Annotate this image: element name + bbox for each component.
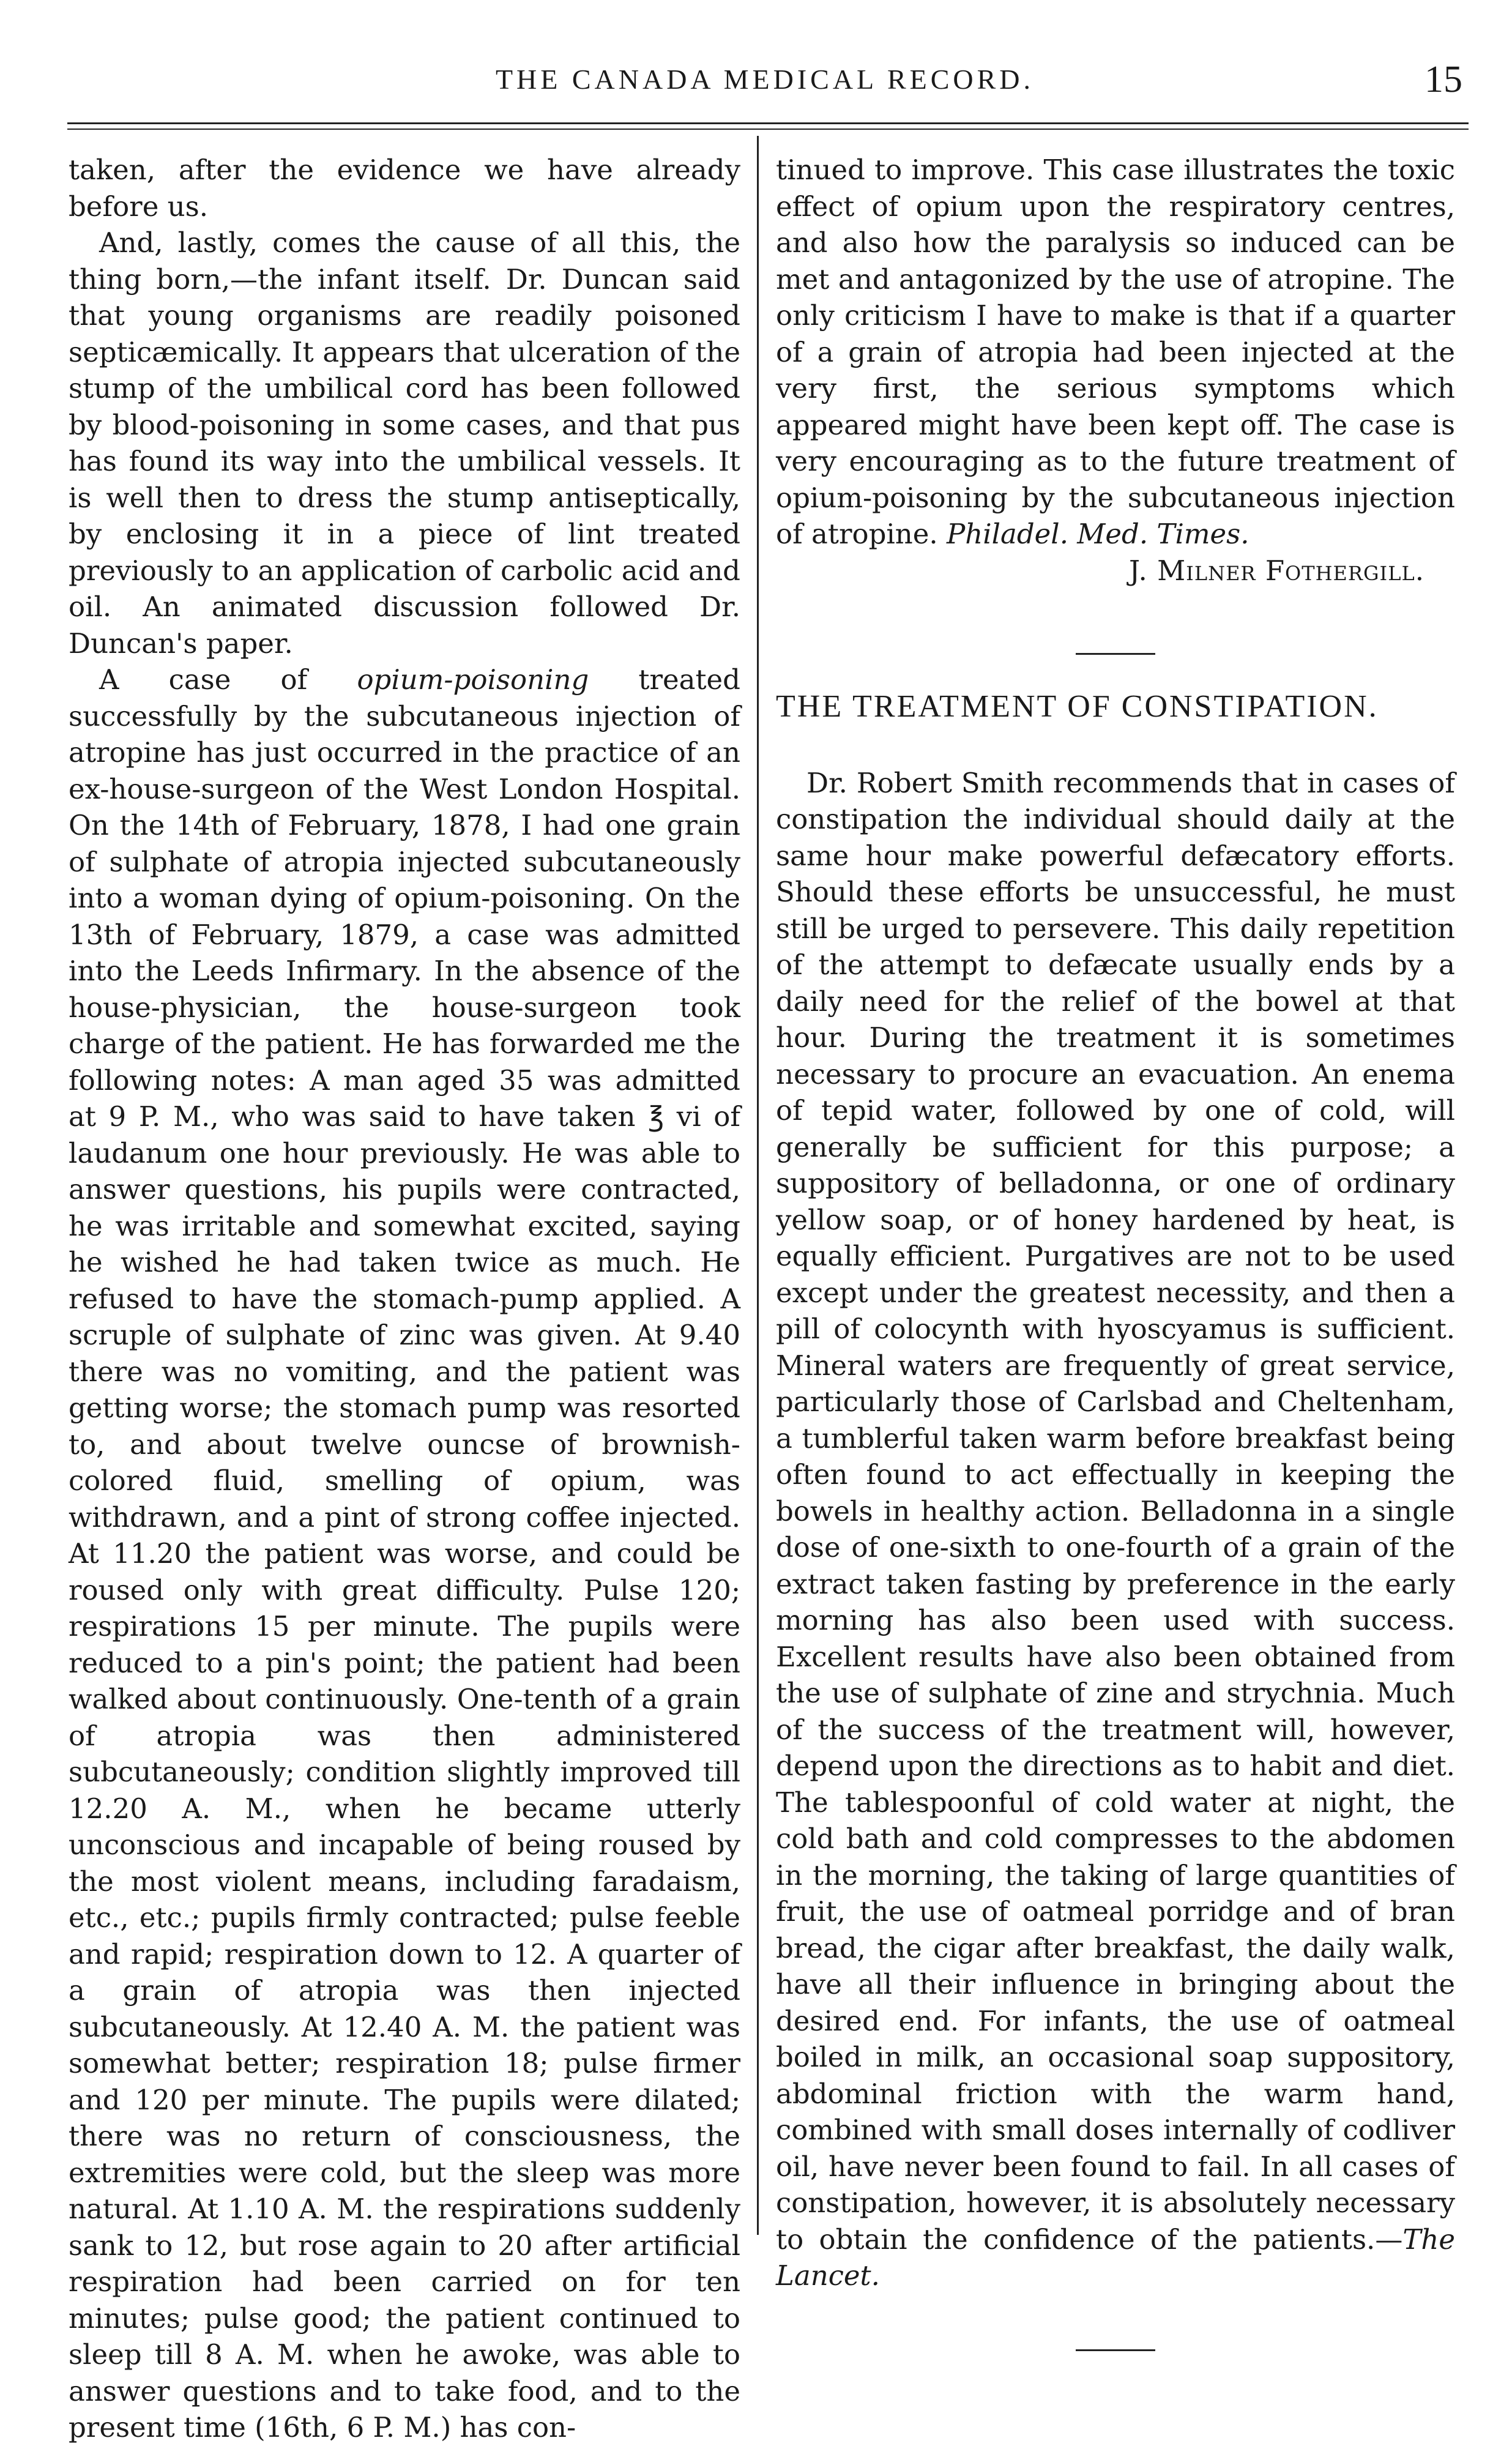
citation: Philadel. Med. Times. bbox=[947, 518, 1249, 550]
paragraph-infant: And, lastly, comes the cause of all this, the thing born,—the infant itself. Dr. Duncan said that young organisms are readily poisoned septicæmically. It appears that ulceration of the stump of the umbilical cord has been followed by blood-poisoning in some cases, and that pus has found its way into the umbilical vessels. It is well then to dress the stump antiseptically, by enclosing it in a piece of lint treated previously to an application of carbolic acid and oil. An animated discussion followed Dr. Duncan's paper. bbox=[69, 226, 740, 660]
spacer bbox=[776, 655, 1455, 688]
header-rule-thin bbox=[67, 129, 1469, 130]
paragraph-constipation bbox=[776, 765, 1455, 2294]
running-title: THE CANADA MEDICAL RECORD. bbox=[495, 64, 1035, 95]
constipation-text: Dr. Robert Smith recommends that in cases of constipation the individual should daily at the same hour make powerful defæcatory efforts. Should these efforts be unsuccessful, he must still be urged to persevere. This daily repetition of the attempt to defæcate usually ends by a daily need for the relief of the bowel at that hour. During the treatment it is sometimes necessary to procure an evacuation. An enema of tepid water, followed by one of cold, will generally be sufficient for this purpose; a suppository of belladonna, or one of ordinary yellow soap, or of honey hardened by heat, is equally efficient. Purgatives are not to be used except under the greatest necessity, and then a pill of colocynth with hyoscyamus is sufficient. Mineral waters are frequently of great service, particularly those of Carlsbad and Cheltenham, a tumblerful taken warm before breakfast being often found to act effectually in keeping the bowels in healthy action. Belladonna in a single dose of one-sixth to one-fourth of a grain of the extract taken fasting by preference in the early morning has also been used with success. Excellent results have also been obtained from the use of sulphate of zine and strychnia. Much of the success of the treatment will, however, depend upon the directions as to habit and diet. The tablespoonful of cold water at night, the cold bath and cold compresses to the abdomen in the morning, the taking of large quantities of fruit, the use of oatmeal porridge and of bran bread, the cigar after breakfast, the daily walk, have all their influence in bringing about the desired end. For infants, the use of oatmeal boiled in milk, an occasional soap suppository, abdominal friction with the warm hand, combined with small doses internally of codliver oil, have never been found to fail. In all cases of constipation, however, it is absolutely necessary to obtain the confidence of the patients.— bbox=[776, 766, 1455, 2256]
spacer bbox=[776, 2294, 1455, 2349]
continuation-text: tinued to improve. This case illustrates the toxic effect of opium upon the respiratory centres, and also how the paralysis so induced can be met and antagonized by the use of atropine. The only criticism I have to make is that if a quarter of a grain of atropia had been injected at the very first, the serious symptoms which appeared might have been kept off. The case is very encouraging as to the future treatment of opium-poisoning by the subcutaneous injection of atropine. bbox=[776, 154, 1455, 550]
running-head bbox=[67, 58, 1462, 101]
paragraph-continuation: taken, after the evidence we have already before us. bbox=[69, 154, 740, 223]
source-citation: The Lancet. bbox=[776, 2223, 1455, 2292]
spacer bbox=[776, 589, 1455, 653]
page-number: 15 bbox=[1424, 59, 1462, 100]
column-divider bbox=[757, 136, 759, 2235]
spacer bbox=[776, 725, 1455, 765]
opium-term: opium-poisoning bbox=[357, 663, 589, 696]
paragraph-opium-case bbox=[69, 662, 740, 2446]
paragraph-atropine-conclusion bbox=[776, 152, 1455, 553]
opium-text: treated successfully by the subcutaneous injection of atropine has just occurred in the practice of an ex-house-surgeon of the West London Hospital. On the 14th of February, 1878, I had one grain of sulphate of atropia injected subcutaneously into a woman dying of opium-poisoning. On the 13th of February, 1879, a case was admitted into the Leeds Infirmary. In the absence of the house-physician, the house-surgeon took charge of the patient. He has forwarded me the following notes: A man aged 35 was admitted at 9 P. M., who was said to have taken ℥ vi of laudanum one hour previously. He was able to answer questions, his pupils were contracted, he was irritable and somewhat excited, saying he wished he had taken twice as much. He refused to have the stomach-pump applied. A scruple of sulphate of zinc was given. At 9.40 there was no vomiting, and the patient was getting worse; the stomach pump was resorted to, and about twelve ouncse of brownish-colored fluid, smelling of opium, was withdrawn, and a pint of strong coffee injected. At 11.20 the patient was worse, and could be roused only with great difficulty. Pulse 120; respirations 15 per minute. The pupils were reduced to a pin's point; the patient had been walked about continuously. One-tenth of a grain of atropia was then administered subcutaneously; condition slightly improved till 12.20 A. M., when he became utterly unconscious and incapable of being roused by the most violent means, including faradaism, etc., etc.; pupils firmly contracted; pulse feeble and rapid; respiration down to 12. A quarter of a grain of atropia was then injected subcutaneously. At 12.40 A. M. the patient was somewhat better; respiration 18; pulse firmer and 120 per minute. The pupils were dilated; there was no return of consciousness, the extremities were cold, but the sleep was more natural. At 1.10 A. M. the respirations suddenly sank to 12, but rose again to 20 after artificial respiration had been carried on for ten minutes; pulse good; the patient continued to sleep till 8 A. M. when he awoke, was able to answer questions and to take food, and to the present time (16th, 6 P. M.) has con- bbox=[69, 663, 740, 2444]
left-column bbox=[69, 152, 740, 2446]
header-rule-thick bbox=[67, 122, 1469, 124]
author-signature: J. Milner Fothergill. bbox=[1128, 554, 1424, 587]
end-rule bbox=[1076, 2349, 1155, 2351]
right-column bbox=[776, 152, 1455, 2351]
section-heading: THE TREATMENT OF CONSTIPATION. bbox=[776, 689, 1379, 724]
opium-intro: A case of bbox=[99, 663, 357, 696]
